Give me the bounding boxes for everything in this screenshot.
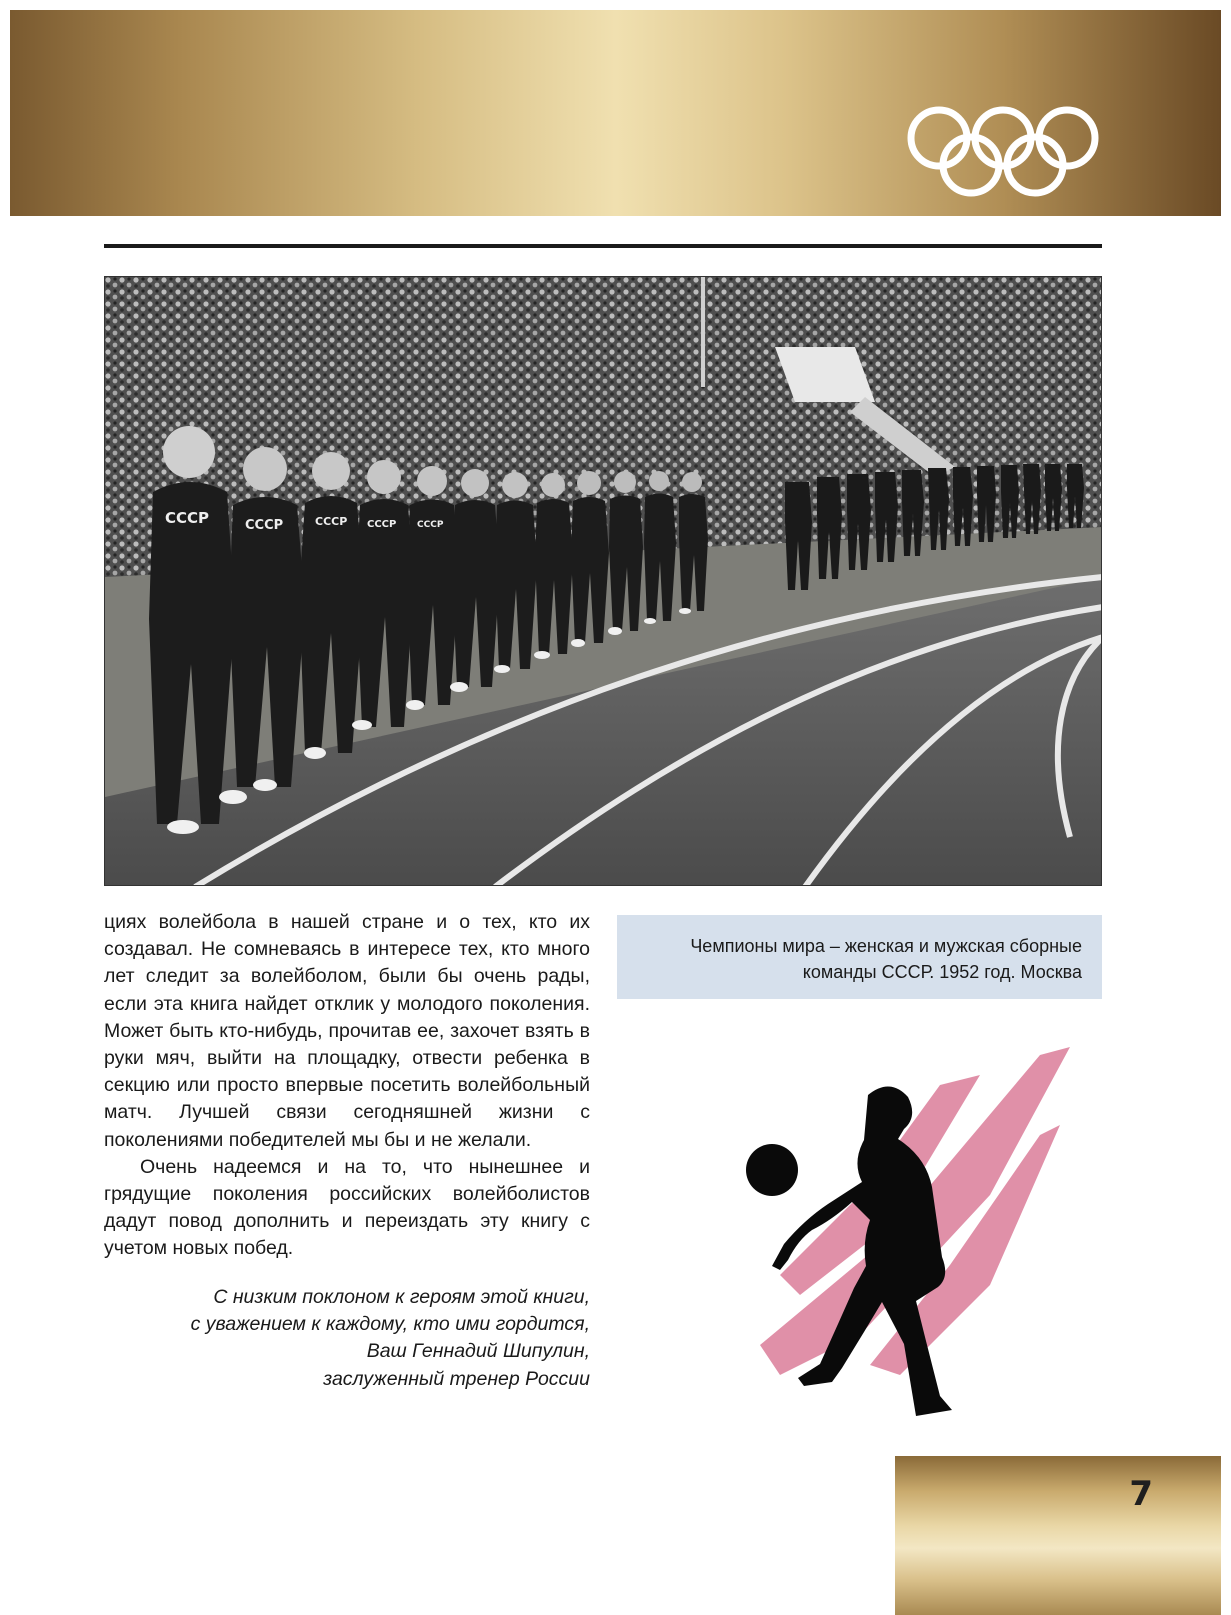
photo-caption (617, 915, 1102, 999)
signature-line: заслуженный тренер России (323, 1367, 590, 1390)
caption-line: команды СССР. 1952 год. Москва (802, 962, 1082, 982)
olympic-rings-icon (905, 105, 1101, 197)
team-parade-photo (104, 276, 1102, 886)
volleyball-player-silhouette-icon (740, 1045, 1080, 1425)
body-text (104, 909, 590, 1263)
chest-text: СССР (315, 515, 348, 528)
signature-line: Ваш Геннадий Шипулин, (366, 1340, 590, 1363)
signature-line: с уважением к каждому, кто ими гордится, (190, 1313, 590, 1336)
chest-text: СССР (245, 518, 284, 533)
signature-line: С низким поклоном к героям этой книги, (213, 1286, 590, 1308)
chest-text: СССР (165, 509, 210, 527)
page-number-tab (895, 1456, 1221, 1615)
paragraph: Очень надеемся и на то, что нынешнее и грядущие поколения российских волейболистов дадут повод дополнить и переиздать эту книгу с учетом новых побед. (104, 1155, 590, 1260)
chest-text: СССР (367, 519, 397, 530)
chest-text: СССР (417, 520, 444, 530)
top-rule (104, 244, 1102, 248)
header-band (10, 10, 1221, 216)
signature (104, 1284, 590, 1393)
page-number: 7 (1129, 1474, 1153, 1514)
paragraph: циях волейбола в нашей стране и о тех, кто их создавал. Не сомневаясь в интересе тех, кто много лет следит за волейболом, были бы очень рады, если эта книга найдет отклик у молодого поколения. Может быть кто-нибудь, прочитав ее, захочет взять в руки мяч, выйти на площадку, отвести ребенка в секцию или просто впервые посетить волейбольный матч. Лучшей связи сегодняшней жизни с поколениями победителей мы бы и не желали. (104, 911, 590, 1151)
caption-line: Чемпионы мира – женская и мужская сборные (690, 936, 1082, 956)
